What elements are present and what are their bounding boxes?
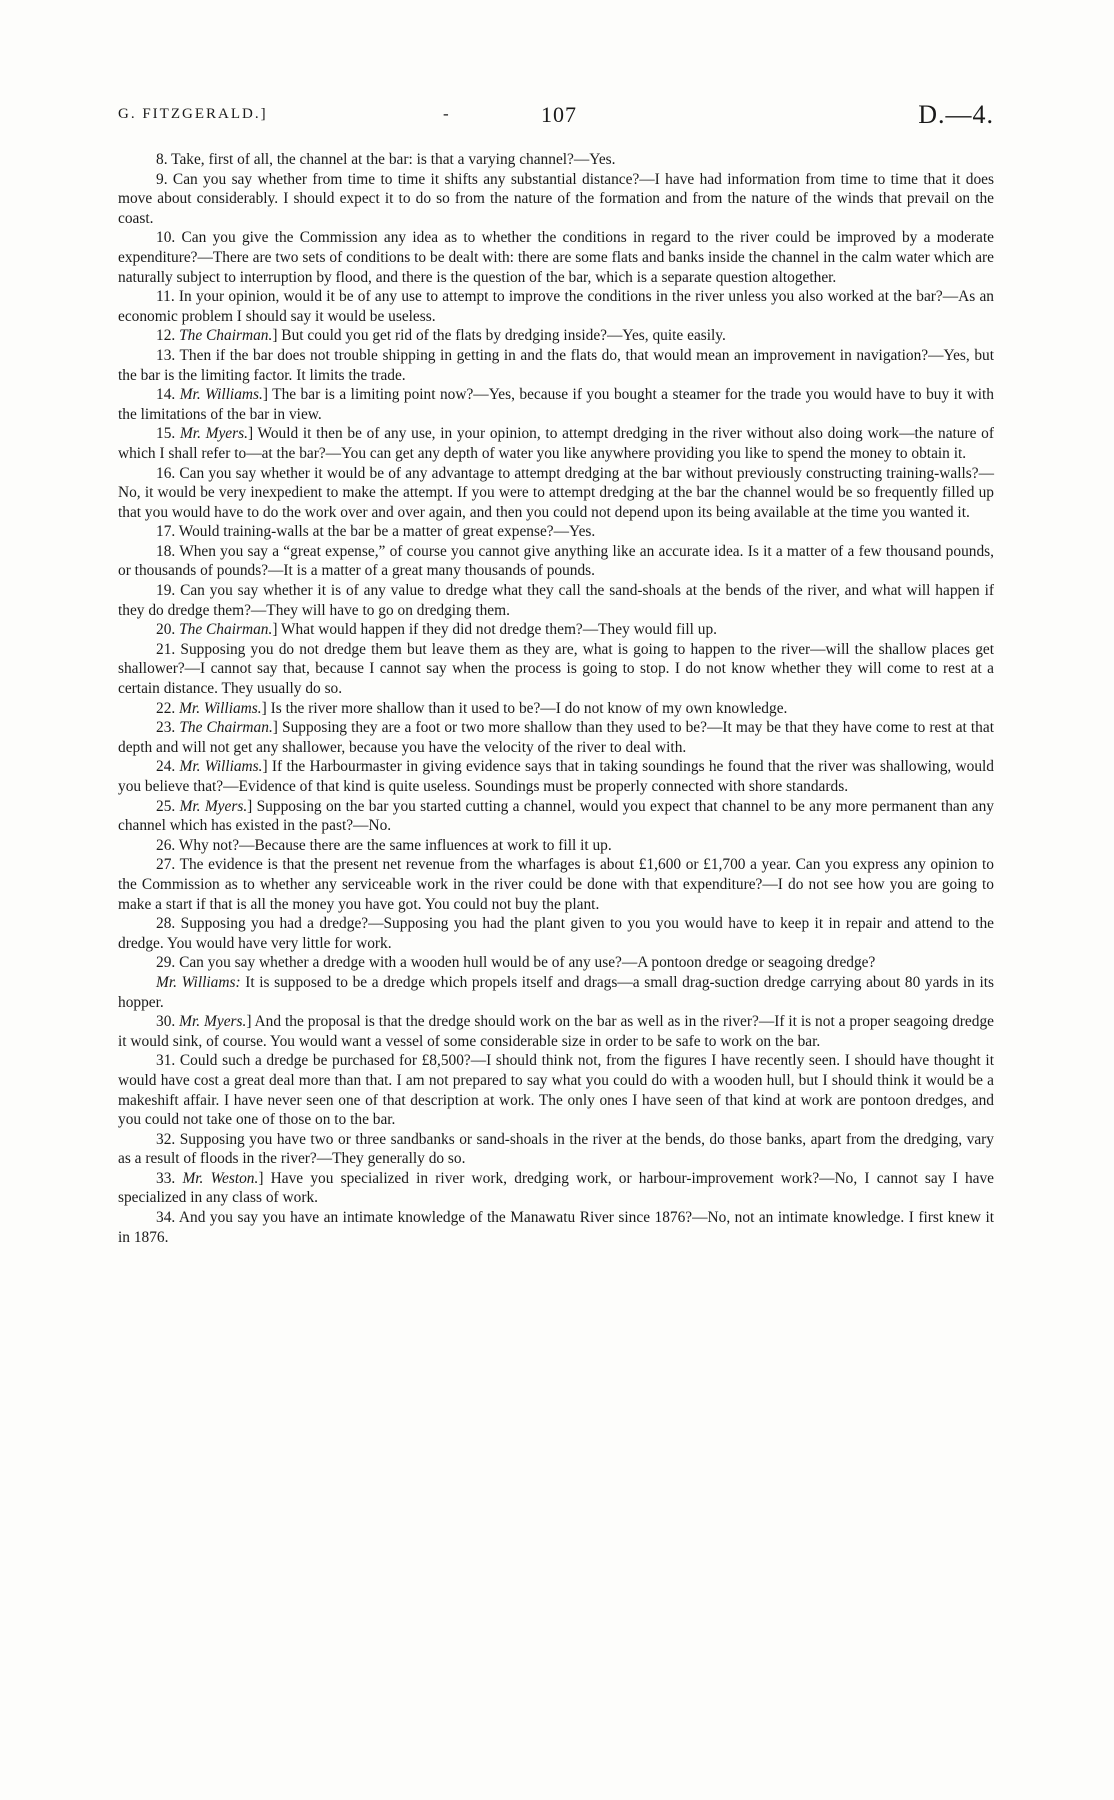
question-number: 15. (156, 425, 176, 443)
question-number: 24. (156, 758, 176, 776)
speaker-name: Mr. Myers. (179, 425, 248, 443)
evidence-paragraph (118, 424, 994, 463)
page-header (118, 100, 994, 134)
evidence-paragraph: 10. Can you give the Commission any idea as to whether the conditions in regard to the river could be improved by a moderate expenditure?—There are two sets of conditions to be dealt with: there are some flats and banks inside the channel in the calm water which are naturally subject to interruption by flood, and there is the question of the bar, which is a separate question altogether. (118, 229, 994, 286)
question-text: ] The bar is a limiting point now?—Yes, because if you bought a steamer for the trade you would have to buy it with the limitations of the bar in view. (118, 386, 994, 423)
evidence-paragraph (118, 385, 994, 424)
speaker-name: Mr. Myers. (179, 797, 248, 815)
evidence-paragraph: 31. Could such a dredge be purchased for £8,500?—I should think not, from the figures I have recently seen. I should have thought it would have cost a great deal more than that. I am not prepared to say what you could do with a wooden hull, but I should think it would be a makeshift affair. I have never seen one of that description at work. The only ones I have seen of that kind at work are pontoon dredges, and you could not take one of those on to the bar. (118, 1052, 994, 1129)
speaker-name: Mr. Williams: (156, 973, 241, 991)
question-text: ] Have you specialized in river work, dredging work, or harbour-improvement work?—No, I cannot say I have specialized in any class of work. (118, 1169, 995, 1207)
evidence-paragraph (118, 620, 994, 640)
evidence-paragraph: 26. Why not?—Because there are the same influences at work to fill it up. (156, 836, 612, 854)
speaker-name: Mr. Weston. (182, 1169, 259, 1187)
evidence-paragraph: 32. Supposing you have two or three sandbanks or sand-shoals in the river at the bends, do those banks, apart from the dredging, vary as a result of floods in the river?—They generally do so. (118, 1130, 994, 1168)
question-number: 33. (156, 1169, 176, 1187)
question-text: ] Supposing they are a foot or two more shallow than they used to be?—It may be that they have come to rest at that depth and will not get any shallower, because you have the velocity of the river to deal with. (118, 719, 994, 756)
witness-name: G. FITZGERALD.] (118, 106, 268, 122)
evidence-paragraph: 27. The evidence is that the present net revenue from the wharfages is about £1,600 or £1,700 a year. Can you express any opinion to the Commission as to whether any serviceable work in the river could be done with that expenditure?—I do not see how you are going to make a start if that is all the money you have got. You could not buy the plant. (118, 856, 994, 913)
speaker-name: The Chairman. (179, 719, 273, 737)
question-number: 22. (156, 699, 176, 717)
question-text: ] What would happen if they did not dredge them?—They would fill up. (272, 621, 717, 639)
evidence-paragraph: 11. In your opinion, would it be of any use to attempt to improve the conditions in the river unless you also worked at the bar?—As an economic problem I should say it would be useless. (118, 288, 994, 325)
evidence-body (118, 150, 994, 1247)
evidence-paragraph (118, 797, 994, 836)
evidence-paragraph: 18. When you say a “great expense,” of course you cannot give anything like an accurate idea. Is it a matter of a few thousand pounds, or thousands of pounds?—It is a matter of a great many thousands of pounds. (118, 542, 994, 580)
evidence-paragraph: 16. Can you say whether it would be of any advantage to attempt dredging at the bar without previously constructing training-walls?—No, it would be very inexpedient to make the attempt. If you were to attempt dredging at the bar the channel would be so frequently filled up that you would have to do the work over and over again, and then you could not depend upon its being available at the time you wanted it. (118, 464, 994, 521)
speaker-name: The Chairman. (179, 327, 273, 345)
speaker-name: Mr. Myers. (179, 1013, 247, 1031)
question-text: It is supposed to be a dredge which propels itself and drags—a small drag-suction dredge carrying about 80 yards in its hopper. (118, 973, 994, 1011)
evidence-paragraph: 13. Then if the bar does not trouble shipping in getting in and the flats do, that would mean an improvement in navigation?—Yes, but the bar is the limiting factor. It limits the trade. (118, 346, 994, 384)
evidence-paragraph (118, 699, 994, 719)
speaker-name: Mr. Williams. (179, 699, 262, 717)
question-text: ] Would it then be of any use, in your opinion, to attempt dredging in the river without also doing work—the nature of which I shall refer to—at the bar?—You can get any depth of water you like anywhere providing you like to spend the money to obtain it. (118, 425, 994, 462)
evidence-paragraph (118, 326, 994, 346)
evidence-paragraph: 19. Can you say whether it is of any value to dredge what they call the sand-shoals at the bends of the river, and what will happen if they do dredge them?—They will have to go on dredging them. (118, 582, 994, 619)
speaker-name: Mr. Williams. (179, 758, 263, 776)
evidence-paragraph: 8. Take, first of all, the channel at the bar: is that a varying channel?—Yes. (156, 151, 616, 168)
speaker-name: The Chairman. (179, 621, 273, 639)
evidence-paragraph (118, 973, 994, 1012)
evidence-paragraph: 29. Can you say whether a dredge with a wooden hull would be of any use?—A pontoon dredge or seagoing dredge? (156, 954, 876, 972)
question-number: 23. (156, 719, 176, 737)
question-number: 20. (156, 621, 176, 639)
evidence-paragraph (118, 718, 994, 757)
question-text: ] Supposing on the bar you started cutting a channel, would you expect that channel to be any more permanent than any channel which has existed in the past?—No. (118, 797, 994, 835)
question-text: ] And the proposal is that the dredge should work on the bar as well as in the river?—If it is not a proper seagoing dredge it would sink, of course. You would want a vessel of some considerable size in order to be safe to work on the bar. (118, 1013, 994, 1050)
header-dash: - (443, 104, 450, 123)
page-number: 107 (541, 102, 577, 127)
evidence-paragraph: 21. Supposing you do not dredge them but leave them as they are, what is going to happen to the river—will the shallow places get shallower?—I cannot say that, because I cannot say when the process is going to stop. I do not know whether they will come to rest at a certain distance. They usually do so. (118, 640, 994, 698)
question-number: 25. (156, 797, 176, 815)
question-text: ] Is the river more shallow than it used to be?—I do not know of my own knowledge. (261, 699, 788, 717)
evidence-paragraph (118, 757, 994, 796)
question-number: 30. (156, 1013, 176, 1031)
evidence-paragraph: 28. Supposing you had a dredge?—Supposing you had the plant given to you you would have to keep it in repair and attend to the dredge. You would have very little for work. (118, 915, 994, 952)
document-reference: D.—4. (918, 100, 994, 129)
speaker-name: Mr. Williams. (179, 386, 263, 404)
evidence-paragraph (118, 1169, 994, 1208)
evidence-paragraph (118, 1012, 994, 1051)
question-text: ] If the Harbourmaster in giving evidence says that in taking soundings he found that the river was shallowing, would you believe that?—Evidence of that kind is quite useless. Soundings must be properly connected with shore standards. (118, 758, 995, 795)
evidence-paragraph: 17. Would training-walls at the bar be a matter of great expense?—Yes. (156, 523, 596, 541)
evidence-paragraph: 34. And you say you have an intimate knowledge of the Manawatu River since 1876?—No, not an intimate knowledge. I first knew it in 1876. (118, 1209, 994, 1246)
question-number: 14. (156, 386, 176, 404)
question-number: 12. (156, 327, 176, 345)
evidence-paragraph: 9. Can you say whether from time to time it shifts any substantial distance?—I have had information from time to time that it does move about considerably. I should expect it to do so from the nature of the formation and from the nature of the winds that prevail on the coast. (118, 170, 994, 227)
question-text: ] But could you get rid of the flats by dredging inside?—Yes, quite easily. (272, 327, 726, 345)
